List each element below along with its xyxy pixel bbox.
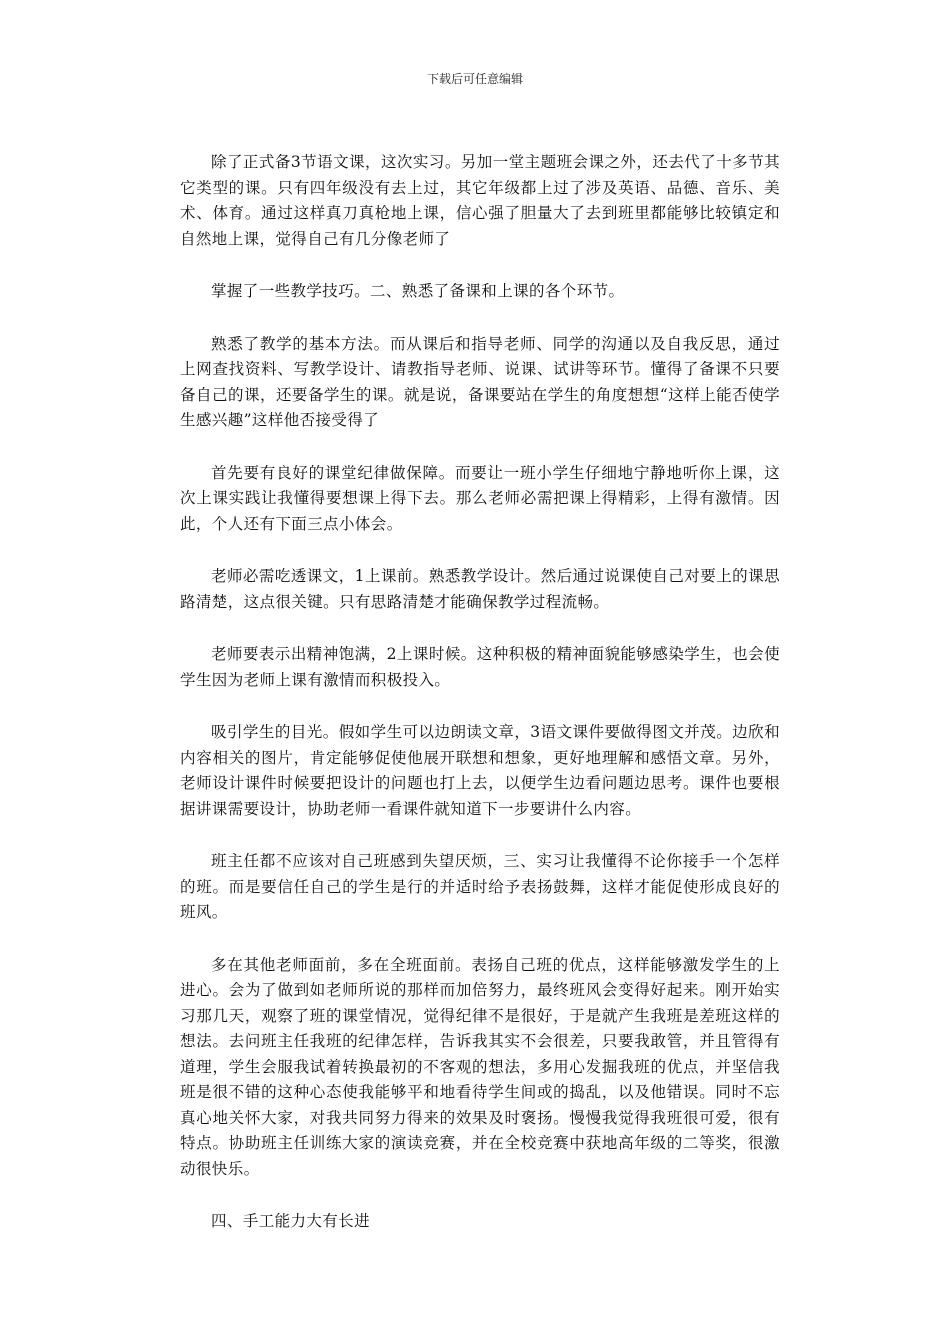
page-header: 下载后可任意编辑 (426, 72, 523, 86)
paragraph: 熟悉了教学的基本方法。而从课后和指导老师、同学的沟通以及自我反思，通过上网查找资料、写教学设计、请教指导老师、说课、试讲等环节。懂得了备课不只要备自己的课，还要备学生的课。就是说，备课要站在学生的角度想想“这样上能否使学生感兴趣”这样他否接受得了 (180, 334, 780, 429)
paragraph: 首先要有良好的课堂纪律做保障。而要让一班小学生仔细地宁静地听你上课，这次上课实践让我懂得要想课上得下去。那么老师必需把课上得精彩，上得有激情。因此，个人还有下面三点小体会。 (180, 463, 780, 533)
paragraph: 老师要表示出精神饱满，2上课时候。这种积极的精神面貌能够感染学生，也会使学生因为老师上课有激情而积极投入。 (180, 645, 780, 689)
paragraph: 班主任都不应该对自己班感到失望厌烦，三、实习让我懂得不论你接手一个怎样的班。而是要信任自己的学生是行的并适时给予表扬鼓舞，这样才能促使形成良好的班风。 (180, 852, 780, 921)
paragraph: 除了正式备3节语文课，这次实习。另加一堂主题班会课之外，还去代了十多节其它类型的课。只有四年级没有去上过，其它年级都上过了涉及英语、品德、音乐、美术、体育。通过这样真刀真枪地上课，信心强了胆量大了去到班里都能够比较镇定和自然地上课，觉得自己有几分像老师了 (180, 153, 780, 248)
paragraph: 吸引学生的目光。假如学生可以边朗读文章，3语文课件要做得图文并茂。边欣和内容相关的图片，肯定能够促使他展开联想和想象，更好地理解和感悟文章。另外，老师设计课件时候要把设计的问题也打上去，以便学生边看问题边思考。课件也要根据讲课需要设计，协助老师一看课件就知道下一步要讲什么内容。 (180, 723, 780, 818)
paragraph: 多在其他老师面前，多在全班面前。表扬自己班的优点，这样能够激发学生的上进心。会为了做到如老师所说的那样而加倍努力，最终班风会变得好起来。刚开始实习那几天，观察了班的课堂情况，觉得纪律不是很好，于是就产生我班是差班这样的想法。去问班主任我班的纪律怎样，告诉我其实不会很差，只要我敢管，并且管得有道理，学生会服我试着转换最初的不客观的想法，多用心发掘我班的优点，并坚信我班是很不错的这种心态使我能够平和地看待学生间或的捣乱，以及他错误。同时不忘真心地关怀大家，对我共同努力得来的效果及时褒扬。慢慢我觉得我班很可爱，很有特点。协助班主任训练大家的演读竞赛，并在全校竞赛中获地高年级的二等奖，很激动很快乐。 (180, 955, 780, 1178)
paragraph: 掌握了一些教学技巧。二、熟悉了备课和上课的各个环节。 (211, 282, 625, 300)
section-heading: 四、手工能力大有长进 (211, 1212, 371, 1230)
paragraph: 老师必需吃透课文，1上课前。熟悉教学设计。然后通过说课使自己对要上的课思路清楚，这点很关键。只有思路清楚才能确保教学过程流畅。 (180, 567, 780, 611)
document-body (180, 150, 780, 1262)
